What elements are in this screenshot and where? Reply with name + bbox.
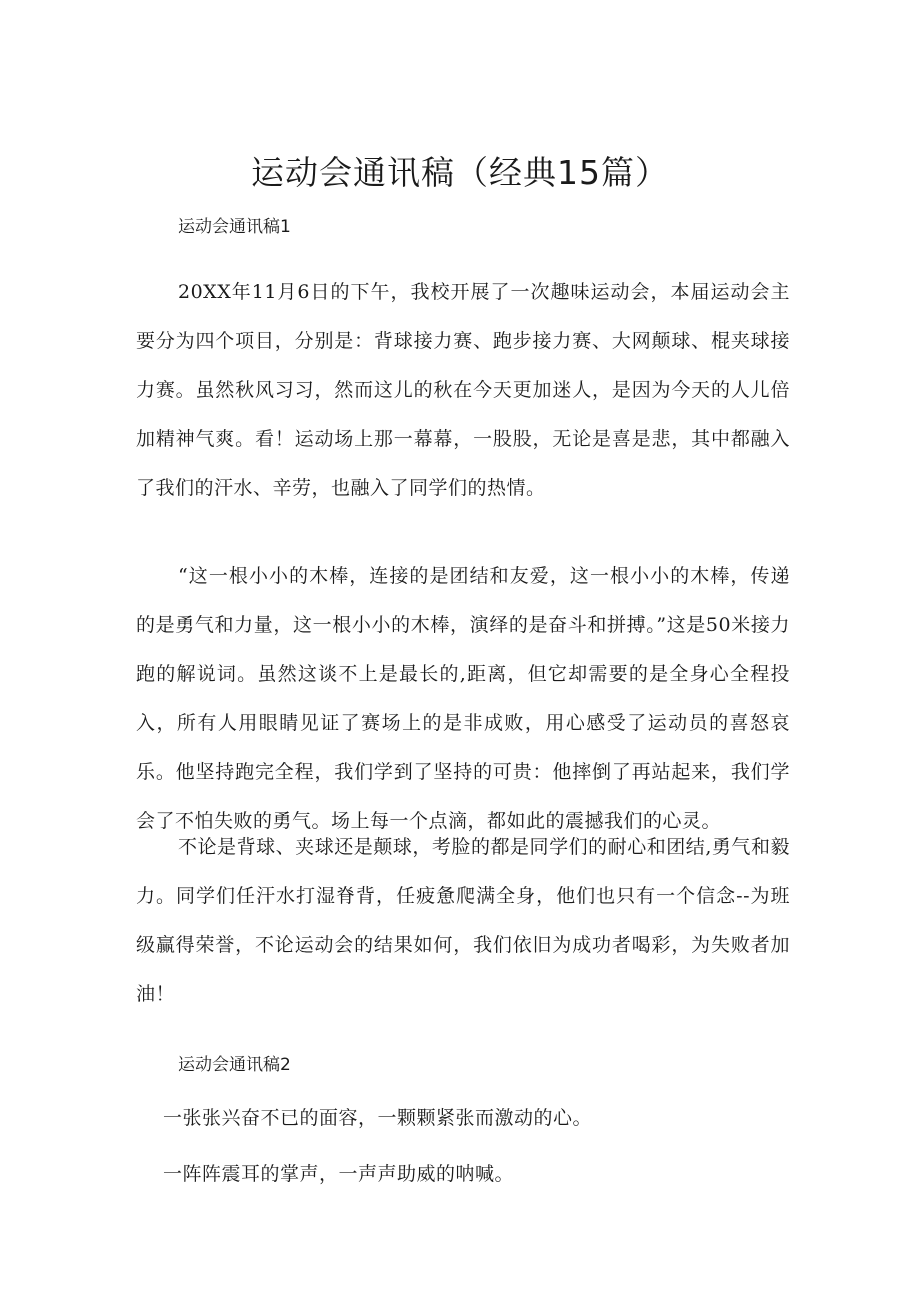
document-title: 运动会通讯稿（经典15篇） bbox=[251, 153, 669, 192]
paragraph-5: 一阵阵震耳的掌声，一声声助威的呐喊。 bbox=[163, 1163, 515, 1185]
section-heading-2: 运动会通讯稿2 bbox=[178, 1055, 291, 1075]
paragraph-4: 一张张兴奋不已的面容，一颗颗紧张而激动的心。 bbox=[163, 1107, 593, 1129]
paragraph-1: 20XX年11月6日的下午，我校开展了一次趣味运动会，本届运动会主要分为四个项目，分别是：背球接力赛、跑步接力赛、大网颠球、棍夹球接力赛。虽然秋风习习，然而这儿的秋在今天更加迷人，是因为今天的人儿倍加精神气爽。看！运动场上那一幕幕，一股股，无论是喜是悲，其中都融入了我们的汗水、辛劳，也融入了同学们的热情。 bbox=[136, 281, 790, 499]
paragraph-3: 不论是背球、夹球还是颠球，考脸的都是同学们的耐心和团结,勇气和毅力。同学们任汗水打湿脊背，任疲惫爬满全身，他们也只有一个信念--为班级赢得荣誉，不论运动会的结果如何，我们依旧为成功者喝彩，为失败者加油！ bbox=[136, 836, 790, 1005]
section-heading-1: 运动会通讯稿1 bbox=[178, 217, 291, 237]
paragraph-2: “这一根小小的木棒，连接的是团结和友爱，这一根小小的木棒，传递的是勇气和力量，这一根小小的木棒，演绎的是奋斗和拼搏。”这是50米接力跑的解说词。虽然这谈不上是最长的,距离，但它却需要的是全身心全程投入，所有人用眼睛见证了赛场上的是非成败，用心感受了运动员的喜怒哀乐。他坚持跑完全程，我们学到了坚持的可贵：他摔倒了再站起来，我们学会了不怕失败的勇气。场上每一个点滴，都如此的震撼我们的心灵。 bbox=[136, 565, 790, 832]
